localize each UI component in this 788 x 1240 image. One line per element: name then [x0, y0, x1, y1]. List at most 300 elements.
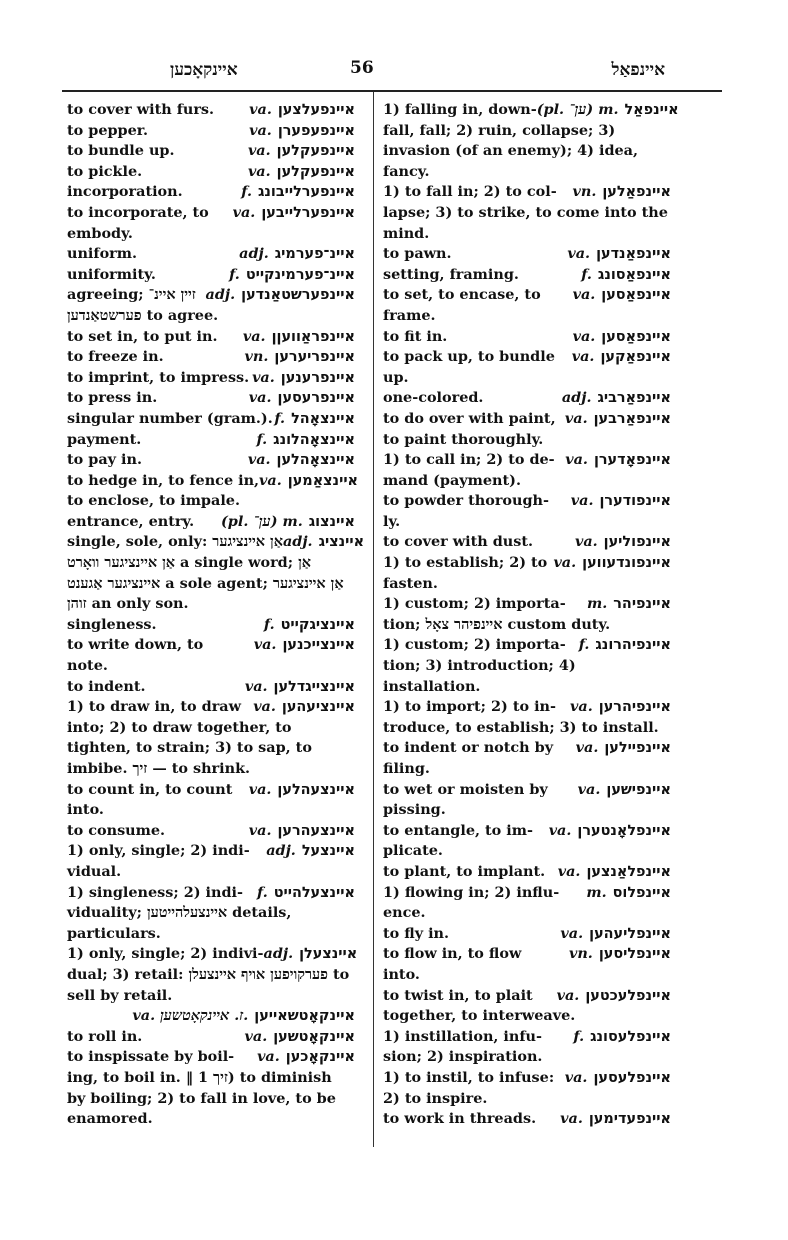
entry-spacer: [165, 821, 249, 842]
grammar-label: (pl. ען־) m.: [221, 512, 303, 530]
dictionary-entry: [67, 841, 355, 882]
header-rule: [62, 90, 722, 92]
headword: איינפלעסונג: [590, 1028, 671, 1045]
dictionary-entry: [67, 677, 355, 698]
entry-definition: to incorporate, to: [67, 203, 209, 221]
entry-spacer: [533, 532, 575, 553]
entry-continuation: ing, to boil in. ‖ זיך 1) to diminish by boiling; 2) to fall in love, to be enamored.: [67, 1068, 336, 1128]
entry-definition: setting, framing.: [383, 265, 519, 283]
entry-continuation: embody.: [67, 224, 133, 242]
headword: איינצעהלען: [277, 781, 355, 798]
headword: איינ־פערמינקייט: [245, 266, 355, 283]
grammar-label: va.: [577, 780, 601, 798]
entry-continuation: together, to interweave.: [383, 1007, 576, 1025]
entry-spacer: [555, 450, 566, 471]
entry-definition: to indent or notch by: [383, 739, 554, 757]
headword: איינפערלייבען: [261, 204, 355, 221]
entry-headline: [383, 924, 671, 945]
page-header: [60, 60, 725, 86]
entry-spacer: [519, 265, 581, 286]
grammar-label: adj.: [239, 245, 269, 263]
dictionary-entry: [67, 1047, 355, 1129]
dictionary-entry: [383, 347, 671, 388]
entry-headline: [383, 594, 671, 615]
entry-spacer: [146, 677, 245, 698]
entry-spacer: [559, 883, 586, 904]
page-number: 56: [350, 58, 374, 78]
dictionary-entry: [383, 327, 671, 348]
headword: איינפאַרבען: [593, 410, 671, 427]
dictionary-entry: [67, 1027, 355, 1048]
entry-continuation: fall, fall; 2) ruin, collapse; 3) invasion (of an enemy); 4) idea, fancy.: [383, 121, 639, 180]
entry-definition: 1) instillation, infu-: [383, 1027, 542, 1045]
entry-spacer: [250, 841, 267, 862]
headword: איינפאַסונג: [597, 266, 671, 283]
entry-headline: [67, 265, 355, 286]
entry-headline: [67, 203, 355, 224]
entry-headline: [67, 883, 355, 904]
grammar-label: f.: [257, 883, 268, 901]
entry-continuation: פערשטאַנדען to agree.: [67, 306, 219, 324]
entry-continuation: into.: [383, 965, 420, 983]
entry-spacer: [232, 780, 248, 801]
headword: איינפאַרביג: [597, 390, 671, 407]
entry-spacer: [536, 1109, 560, 1130]
dictionary-entry: [67, 388, 355, 409]
entry-spacer: [218, 327, 243, 348]
entry-continuation: fasten.: [383, 574, 438, 592]
entry-continuation: plicate.: [383, 842, 443, 860]
entry-spacer: [449, 924, 560, 945]
entry-definition: 1) to call in; 2) to de-: [383, 451, 555, 469]
entry-definition: to consume.: [67, 821, 166, 839]
grammar-label: va.: [560, 924, 584, 942]
grammar-label: va.: [252, 368, 275, 386]
grammar-label: va.: [247, 142, 271, 160]
headword: איינפעקלען: [276, 143, 355, 160]
grammar-label: adj.: [282, 533, 313, 551]
grammar-label: adj.: [266, 842, 296, 860]
headword: איינפלעכטען: [585, 987, 671, 1004]
entry-spacer: [549, 491, 571, 512]
entry-headline: [67, 388, 355, 409]
headword: איינפיהרען: [598, 699, 671, 716]
entry-continuation: mand (payment).: [383, 471, 521, 489]
entry-headline: [67, 471, 359, 492]
grammar-label: va.: [571, 348, 595, 366]
headword: איינצעהרען: [277, 822, 355, 839]
entry-continuation: to paint thoroughly.: [383, 430, 544, 448]
headword: איינפעקלען: [276, 163, 355, 180]
headword: איינקאָכען: [285, 1049, 355, 1066]
grammar-label: f.: [241, 183, 252, 201]
dictionary-entry: [383, 450, 671, 491]
entry-spacer: [142, 162, 248, 183]
dictionary-entry: [383, 265, 671, 286]
entry-definition: to pay in.: [67, 451, 142, 469]
entry-spacer: [141, 430, 256, 451]
headword: איינציג: [318, 534, 365, 551]
grammar-label: va.: [572, 327, 596, 345]
grammar-label: (pl. ען־) m.: [536, 101, 619, 118]
entry-definition: to fly in.: [383, 924, 450, 942]
entry-spacer: [521, 944, 569, 965]
grammar-label: va.: [557, 862, 581, 880]
entry-continuation: troduce, to establish; 3) to install.: [383, 718, 659, 736]
grammar-label: adj.: [205, 286, 236, 304]
grammar-label: va.: [249, 121, 272, 139]
grammar-label: va.: [259, 471, 282, 489]
entry-spacer: [243, 883, 257, 904]
entry-definition: 1) to fall in; 2) to col-: [383, 183, 557, 201]
headword: איינציעהען: [281, 699, 355, 716]
entry-headline: [67, 1027, 355, 1048]
entry-spacer: [203, 635, 253, 656]
entry-spacer: [556, 697, 570, 718]
grammar-label: va.: [570, 698, 593, 716]
entry-spacer: [541, 285, 573, 306]
entry-spacer: [566, 594, 587, 615]
dictionary-entry: [383, 697, 671, 738]
entry-definition: agreeing; זיין איינ־: [67, 286, 196, 304]
entry-headline: [383, 532, 671, 553]
grammar-label: va.: [248, 821, 272, 839]
entry-spacer: [556, 409, 565, 430]
grammar-label: f.: [274, 409, 286, 427]
grammar-label: f.: [256, 430, 268, 448]
entry-spacer: [548, 780, 578, 801]
grammar-label: va.: [253, 698, 276, 716]
dictionary-entry: [67, 615, 355, 636]
entry-spacer: [209, 203, 233, 224]
dictionary-entry: [383, 553, 671, 594]
dictionary-entry: [383, 409, 671, 450]
entry-continuation: into; 2) to draw together, to tighten, to strain; 3) to sap, to imbibe. זיך — to shrink.: [67, 718, 312, 777]
entry-definition: 1) to instil, to infuse:: [383, 1068, 555, 1086]
grammar-label: va.: [565, 451, 588, 469]
grammar-label: va.: [253, 636, 277, 654]
entry-headline: [67, 327, 355, 348]
dictionary-entry: [383, 862, 671, 883]
headword: איינפיהר: [613, 596, 671, 613]
entry-headline: [383, 100, 679, 121]
entry-definition: to twist in, to plait: [383, 986, 533, 1004]
entry-headline: [67, 285, 355, 306]
headword: איינפלוס: [612, 884, 671, 901]
dictionary-entry: [383, 738, 671, 779]
entry-spacer: [533, 986, 557, 1007]
entry-spacer: [194, 512, 221, 533]
headword: איינפאַסען: [601, 287, 671, 304]
entry-continuation: viduality; איינצעלהייטען details, particulars.: [67, 904, 292, 942]
entry-definition: to imprint, to impress.: [67, 368, 250, 386]
dictionary-entry: [383, 944, 671, 985]
entry-continuation: dual; 3) retail: פערקויפען אויף איינצעלן to sell by retail.: [67, 965, 350, 1004]
entry-definition: 1) to establish; 2) to: [383, 554, 548, 572]
dictionary-entry: [383, 780, 671, 821]
dictionary-entry: [67, 532, 365, 614]
dictionary-entry: [67, 430, 355, 451]
entry-continuation: lapse; 3) to strike, to come into the mind.: [383, 203, 668, 242]
entry-spacer: [137, 244, 239, 265]
entry-headline: [383, 388, 671, 409]
grammar-label: va.: [257, 1048, 280, 1066]
headword: איינצאָהלען: [276, 452, 355, 469]
dictionary-entry: [383, 532, 671, 553]
grammar-label: va.: [575, 739, 599, 757]
headword: איינקאָטשען: [273, 1028, 355, 1045]
entry-definition: 1) to draw in, to draw: [67, 698, 242, 716]
entry-continuation: vidual.: [67, 862, 122, 880]
entry-definition: 1) to import; 2) to in-: [383, 698, 556, 716]
grammar-label: va.: [556, 986, 580, 1004]
entry-headline: [67, 430, 355, 451]
entry-definition: to pickle.: [67, 162, 143, 180]
grammar-label: va.: [244, 1027, 268, 1045]
entry-continuation: frame.: [383, 306, 436, 324]
entry-spacer: [164, 347, 245, 368]
entry-definition: to do over with paint,: [383, 409, 556, 427]
dictionary-entry: [67, 944, 358, 1006]
entry-spacer: [241, 697, 253, 718]
headword: איינפאַנדען: [596, 246, 671, 263]
entry-headline: [67, 182, 355, 203]
entry-definition: to set, to encase, to: [383, 286, 541, 304]
headword: איינפרעסען: [277, 390, 355, 407]
entry-headline: [383, 635, 671, 656]
entry-spacer: [483, 388, 561, 409]
dictionary-entry: [67, 285, 355, 326]
entry-definition: to entangle, to im-: [383, 821, 533, 839]
dictionary-entry: [67, 409, 355, 430]
entry-definition: to indent.: [67, 677, 146, 695]
headword: איינפאַלען: [602, 184, 671, 201]
grammar-label: va. ז. איינקאָטשען.: [132, 1007, 249, 1025]
grammar-label: vn.: [568, 945, 593, 963]
header-left-guide-word: איינקאָכען: [170, 60, 238, 80]
left-column: [67, 100, 365, 1130]
entry-headline: [67, 780, 355, 801]
grammar-label: va.: [574, 533, 598, 551]
entry-continuation: to enclose, to impale.: [67, 492, 240, 510]
entry-headline: [67, 244, 355, 265]
entry-definition: singleness.: [67, 615, 157, 633]
entry-spacer: [148, 121, 249, 142]
entry-headline: [67, 368, 355, 389]
entry-continuation: note.: [67, 657, 108, 675]
grammar-label: va.: [567, 245, 591, 263]
dictionary-entry: [383, 635, 671, 697]
entry-definition: incorporation.: [67, 183, 183, 201]
dictionary-entry: [67, 265, 355, 286]
right-column: [383, 100, 679, 1130]
grammar-label: f.: [263, 615, 275, 633]
entry-definition: 1) custom; 2) importa-: [383, 595, 566, 613]
entry-definition: to fit in.: [383, 327, 448, 345]
entry-continuation: up.: [383, 368, 409, 386]
entry-headline: [383, 553, 671, 574]
entry-headline: [67, 347, 355, 368]
entry-definition: to powder thorough-: [383, 492, 549, 510]
entry-spacer: [545, 862, 558, 883]
headword: איינפונדעווען: [582, 555, 671, 572]
entry-definition: to press in.: [67, 389, 158, 407]
entry-headline: [383, 821, 671, 842]
entry-headline: [67, 697, 355, 718]
grammar-label: va.: [242, 327, 266, 345]
entry-definition: uniformity.: [67, 265, 156, 283]
entry-definition: 1) falling in, down-: [383, 101, 537, 118]
entry-definition: to pawn.: [383, 245, 452, 263]
entry-headline: [383, 862, 671, 883]
entry-definition: singular number (gram.).: [67, 409, 273, 427]
dictionary-entry: [383, 285, 671, 326]
entry-definition: to cover with furs.: [67, 101, 215, 118]
dictionary-entry: [67, 347, 355, 368]
entry-headline: [383, 1068, 671, 1089]
headword: איינפעלצען: [277, 102, 355, 118]
entry-continuation: tion; 3) introduction; 4) installation.: [383, 657, 576, 695]
entry-spacer: [142, 1027, 244, 1048]
entry-headline: [67, 532, 365, 553]
grammar-label: vn.: [572, 183, 597, 201]
headword: איינפאַקען: [600, 349, 671, 366]
grammar-label: adj.: [263, 945, 294, 963]
dictionary-entry: [383, 1109, 671, 1130]
entry-definition: to count in, to count: [67, 780, 233, 798]
entry-headline: [383, 1027, 671, 1048]
headword: איינפערלייבונג: [257, 184, 355, 201]
entry-definition: one-colored.: [383, 389, 484, 407]
headword: איינפריערען: [274, 349, 355, 366]
entry-headline: [67, 121, 355, 142]
entry-headline: [67, 841, 355, 862]
dictionary-entry: [67, 162, 355, 183]
dictionary-entry: [383, 986, 671, 1027]
headword: איינצעלהייט: [273, 884, 355, 901]
entry-definition: to wet or moisten by: [383, 780, 548, 798]
entry-headline: [383, 697, 671, 718]
entry-definition: to pepper.: [67, 121, 149, 139]
grammar-label: f.: [229, 265, 240, 283]
entry-spacer: [566, 635, 579, 656]
entry-continuation: ly.: [383, 512, 401, 530]
dictionary-entry: [67, 244, 355, 265]
entry-spacer: [553, 738, 576, 759]
entry-headline: [67, 1006, 355, 1027]
entry-headline: [383, 450, 671, 471]
grammar-label: va.: [564, 409, 588, 427]
dictionary-entry: [67, 141, 355, 162]
entry-spacer: [214, 100, 249, 121]
entry-definition: to work in threads.: [383, 1110, 537, 1128]
dictionary-entry: [67, 368, 355, 389]
entry-headline: [383, 883, 671, 904]
headword: איינקאָטשאייען: [254, 1008, 355, 1025]
dictionary-entry: [67, 327, 355, 348]
entry-headline: [67, 821, 355, 842]
dictionary-entry: [67, 100, 355, 121]
entry-headline: [383, 491, 671, 512]
entry-spacer: [452, 244, 568, 265]
entry-definition: 1) custom; 2) importa-: [383, 636, 566, 654]
grammar-label: adj.: [561, 389, 592, 407]
entry-headline: [67, 450, 355, 471]
dictionary-entry: [383, 244, 671, 265]
entry-definition: to cover with dust.: [383, 533, 533, 551]
entry-definition: 1) flowing in; 2) influ-: [383, 883, 560, 901]
dictionary-entry: [67, 1006, 355, 1027]
entry-headline: [67, 162, 355, 183]
headword: איינצאָהל: [291, 410, 355, 427]
grammar-label: va.: [548, 821, 572, 839]
entry-spacer: [234, 1047, 257, 1068]
entry-spacer: [142, 450, 248, 471]
dictionary-entry: [383, 491, 671, 532]
headword: איינפערשטאַנדען: [241, 287, 355, 304]
entry-headline: [383, 780, 671, 801]
entry-spacer: [554, 1068, 565, 1089]
entry-definition: payment.: [67, 430, 142, 448]
entry-headline: [67, 635, 355, 656]
headword: איינפרענען: [280, 369, 355, 386]
entry-definition: 1) only, single; 2) indi-: [67, 842, 250, 860]
grammar-label: va.: [244, 677, 268, 695]
entry-headline: [383, 285, 671, 306]
headword: איינפראַוועןן: [271, 328, 355, 345]
entry-spacer: [156, 265, 229, 286]
dictionary-entry: [67, 883, 355, 945]
dictionary-entry: [67, 512, 355, 533]
entry-continuation: sion; 2) inspiration.: [383, 1048, 543, 1066]
dictionary-entry: [67, 203, 355, 244]
grammar-label: f.: [578, 636, 590, 654]
entry-spacer: [196, 285, 206, 306]
headword: איינציגקייט: [280, 616, 355, 633]
dictionary-entry: [383, 1068, 671, 1109]
dictionary-entry: [67, 821, 355, 842]
entry-spacer: [533, 821, 549, 842]
grammar-label: va.: [572, 286, 596, 304]
grammar-label: va.: [564, 1068, 588, 1086]
grammar-label: va.: [247, 162, 271, 180]
dictionary-entry: [383, 388, 671, 409]
grammar-label: va.: [232, 203, 256, 221]
headword: איינ־פערמיג: [274, 246, 355, 263]
grammar-label: va.: [249, 101, 272, 118]
entry-headline: [67, 615, 355, 636]
headword: איינפודערן: [599, 493, 671, 510]
entry-spacer: [157, 388, 249, 409]
entry-continuation: into.: [67, 801, 104, 819]
headword: איינפליעהען: [589, 925, 671, 942]
entry-headline: [67, 677, 355, 698]
dictionary-entry: [67, 121, 355, 142]
entry-headline: [383, 347, 671, 368]
entry-spacer: [67, 1006, 132, 1027]
headword: איינצאָהלונג: [273, 431, 355, 448]
dictionary-entry: [383, 821, 671, 862]
headword: איינפלעסען: [593, 1069, 671, 1086]
entry-headline: [383, 409, 671, 430]
entry-definition: single, sole, only: אַן איינציגער: [67, 533, 283, 551]
grammar-label: m.: [586, 883, 607, 901]
entry-continuation: 2) to inspire.: [383, 1089, 488, 1107]
dictionary-entry: [383, 883, 671, 924]
entry-definition: to pack up, to bundle: [383, 348, 555, 366]
entry-spacer: [183, 182, 242, 203]
grammar-label: f.: [581, 265, 592, 283]
